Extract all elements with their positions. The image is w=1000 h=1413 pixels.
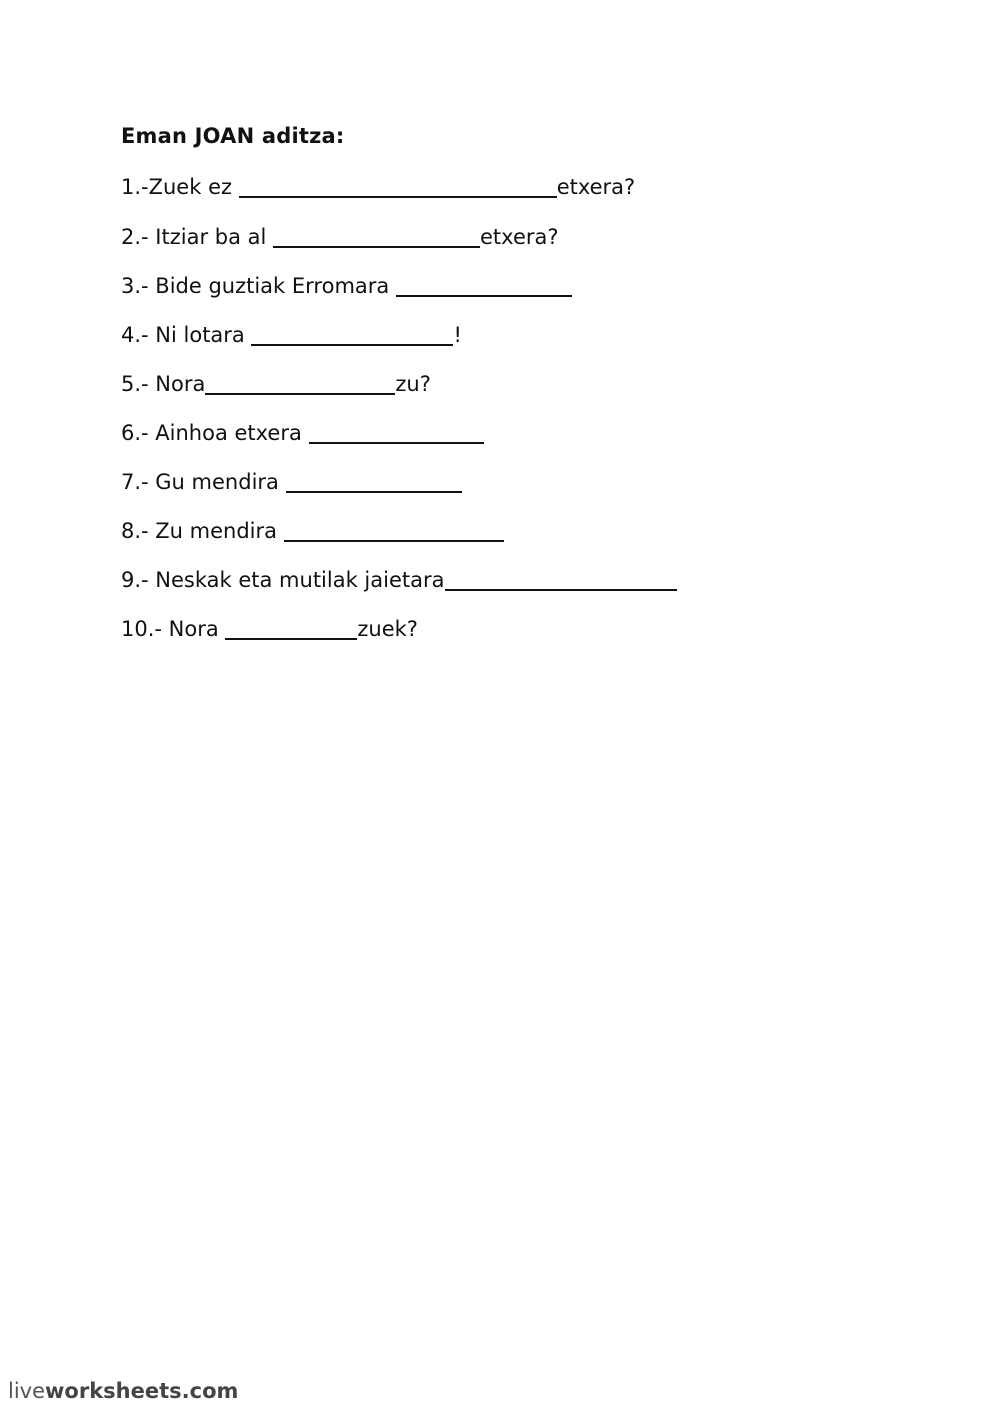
exercise-1-suffix: etxera? (556, 175, 636, 199)
exercise-10-prompt: 10.- Nora (121, 617, 226, 641)
exercise-1-answer-blank[interactable] (239, 176, 557, 198)
exercise-10-answer-blank[interactable] (225, 618, 357, 640)
exercise-3-answer-blank[interactable] (396, 275, 572, 297)
exercise-6 (121, 418, 484, 448)
exercise-9-prompt: 9.- Neskak eta mutilak jaietara (121, 568, 445, 592)
liveworksheets-logo (8, 1379, 238, 1403)
exercise-10-suffix: zuek? (357, 617, 418, 641)
exercise-7 (121, 467, 462, 497)
exercise-8-answer-blank[interactable] (284, 520, 504, 542)
exercise-10 (121, 614, 418, 644)
exercise-5-suffix: zu? (395, 372, 431, 396)
exercise-4-suffix: ! (453, 323, 462, 347)
logo-suffix-text: .com (181, 1379, 239, 1403)
exercise-5-answer-blank[interactable] (205, 373, 395, 395)
exercise-2-suffix: etxera? (480, 225, 559, 249)
worksheet-title: Eman JOAN aditza: (121, 124, 345, 148)
exercise-8 (121, 516, 504, 546)
exercise-4 (121, 320, 462, 350)
exercise-8-prompt: 8.- Zu mendira (121, 519, 284, 543)
exercise-2-prompt: 2.- Itziar ba al (121, 225, 274, 249)
exercise-4-answer-blank[interactable] (251, 324, 453, 346)
exercise-7-answer-blank[interactable] (286, 471, 462, 493)
exercise-3 (121, 271, 572, 301)
exercise-5 (121, 369, 431, 399)
exercise-3-prompt: 3.- Bide guztiak Erromara (121, 274, 396, 298)
exercise-5-prompt: 5.- Nora (121, 372, 206, 396)
exercise-2-answer-blank[interactable] (273, 226, 480, 248)
logo-bold-text: worksheets (45, 1379, 182, 1403)
exercise-9-answer-blank[interactable] (445, 569, 677, 591)
exercise-1-prompt: 1.-Zuek ez (121, 175, 239, 199)
exercise-9 (121, 565, 677, 595)
exercise-4-prompt: 4.- Ni lotara (121, 323, 252, 347)
exercise-1 (121, 172, 635, 202)
logo-light-text: live (8, 1379, 46, 1403)
exercise-7-prompt: 7.- Gu mendira (121, 470, 286, 494)
exercise-6-prompt: 6.- Ainhoa etxera (121, 421, 309, 445)
exercise-6-answer-blank[interactable] (309, 422, 484, 444)
exercise-2 (121, 222, 559, 252)
